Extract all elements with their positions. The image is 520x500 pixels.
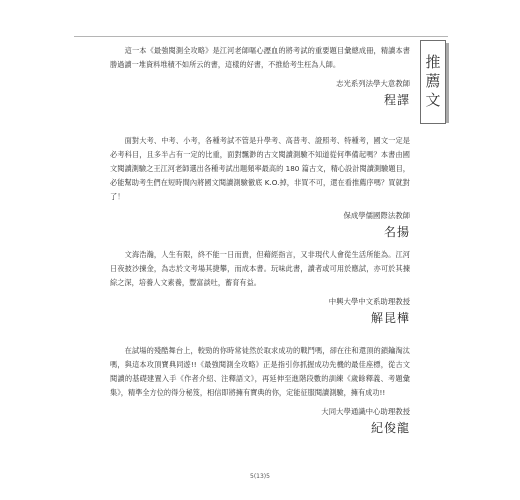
- author-affiliation: 志光系列法學大意教師: [336, 79, 410, 88]
- recommendation-block: [110, 134, 410, 240]
- page-number: 5(13)5: [250, 473, 270, 480]
- author-affiliation: 保成學儒國際法教師: [343, 211, 410, 220]
- tab-shadow: [446, 43, 449, 123]
- recommendation-text: 這一本《最強閱測全攻略》是江河老師嘔心瀝血的將考試的重要題目彙總成冊，精讀本書勝過讀一堆資料堆積不如所云的書，這樣的好書，不推給考生枉為人師。: [110, 46, 410, 69]
- section-tab-recommendation: [420, 40, 446, 124]
- author-affiliation: 中興大學中文系助理教授: [328, 297, 410, 306]
- recommendation-block: [110, 344, 410, 436]
- author-affiliation: 大同大學通識中心助理教授: [321, 407, 410, 416]
- recommendation-text: 文海浩瀚，人生有限，終不能一日而貴，但藉經指言，又非現代人會從生活所能為。江河日夜披沙揀金，為志於文考場其捷攀，而成本書。玩味此書，讀者或可用於應試，亦可於其揀綜之深，培養人文素養，豐富談吐，蓄育有益。: [110, 250, 410, 287]
- recommendation-block: [110, 248, 410, 326]
- section-tab-label: 推薦文: [423, 53, 442, 111]
- author-name: 紀俊龍: [370, 421, 410, 435]
- author-name: 解昆樺: [370, 311, 410, 325]
- recommendation-text: 面對大考、中考、小考，各種考試不管是升學考、高普考、證照考、特種考，國文一定是必考科目，且多半占有一定的比重，面對飄渺的古文閱讀測驗不知道從何準備起嗎？本書由國文閱讀測驗之王江河老師選出各種考試出題頻率最高的 180 篇古文，精心設計閱讀測驗題目，必能幫助考生們在短時間內將國文閱讀測驗徹底 K.O.掉，非買不可，還在看推薦序嗎？買就對了！: [110, 136, 410, 201]
- top-rule: [74, 36, 448, 37]
- author-name: 名揚: [383, 225, 410, 239]
- recommendation-text: 在試場的殘酷舞台上，較勁的你時常徒然於取求成功的戰鬥嗎，卻在往和還頂的鎖鑰淘汰嗎，與這本攻頂寶典同遊!!《最強閱測全攻略》正是指引你抓握成功先機的最佳座標，從古文閱讀的基礎建置入手《作者介紹、注釋語文》，再延伸至進階段數的訓練《歲餘釋義、考題彙集》，精準全方位的得分秘笈，相信即將擁有寶典的你，定能征服閱讀測驗，擁有成功!!: [110, 346, 410, 397]
- author-name: 程譯: [383, 93, 410, 107]
- recommendation-block: [110, 44, 410, 108]
